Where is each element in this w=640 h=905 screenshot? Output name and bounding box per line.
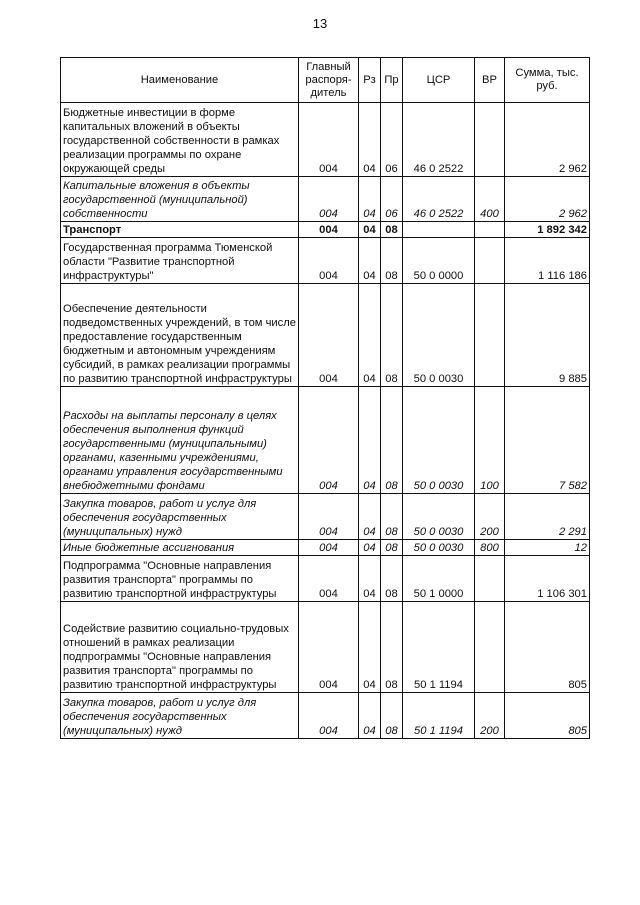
row-name: Бюджетные инвестиции в форме капитальных вложений в объекты государственной собственности в рамках реализации программы по охране окружающей среды bbox=[61, 103, 299, 177]
row-rz: 04 bbox=[359, 177, 381, 222]
table-row bbox=[61, 693, 590, 739]
row-vr bbox=[475, 222, 505, 238]
row-pr: 08 bbox=[381, 693, 403, 739]
table-row bbox=[61, 387, 590, 494]
row-name: Государственная программа Тюменской области "Развитие транспортной инфраструктуры" bbox=[61, 238, 299, 284]
row-rz: 04 bbox=[359, 556, 381, 602]
row-gr: 004 bbox=[299, 540, 359, 556]
row-csr: 46 0 2522 bbox=[403, 177, 475, 222]
row-gr: 004 bbox=[299, 222, 359, 238]
row-rz: 04 bbox=[359, 387, 381, 494]
row-vr: 200 bbox=[475, 494, 505, 540]
row-rz: 04 bbox=[359, 602, 381, 693]
header-pr: Пр bbox=[381, 58, 403, 103]
row-rz: 04 bbox=[359, 494, 381, 540]
row-csr: 46 0 2522 bbox=[403, 103, 475, 177]
row-vr bbox=[475, 556, 505, 602]
row-pr: 08 bbox=[381, 238, 403, 284]
row-gr: 004 bbox=[299, 556, 359, 602]
row-sum: 1 116 186 bbox=[505, 238, 590, 284]
row-name: Закупка товаров, работ и услуг для обеспечения государственных (муниципальных) нужд bbox=[61, 494, 299, 540]
row-gr: 004 bbox=[299, 177, 359, 222]
header-vr: ВР bbox=[475, 58, 505, 103]
header-sum: Сумма, тыс. руб. bbox=[505, 58, 590, 103]
row-sum: 2 962 bbox=[505, 103, 590, 177]
row-rz: 04 bbox=[359, 238, 381, 284]
row-name: Содействие развитию социально-трудовых отношений в рамках реализации подпрограммы "Основные направления развития транспорта" программы по развитию транспортной инфраструктуры bbox=[61, 602, 299, 693]
row-vr bbox=[475, 238, 505, 284]
row-gr: 004 bbox=[299, 494, 359, 540]
row-sum: 1 892 342 bbox=[505, 222, 590, 238]
row-vr: 800 bbox=[475, 540, 505, 556]
row-sum: 9 885 bbox=[505, 284, 590, 387]
table-row bbox=[61, 222, 590, 238]
header-rz: Рз bbox=[359, 58, 381, 103]
row-sum: 805 bbox=[505, 602, 590, 693]
row-csr: 50 1 1194 bbox=[403, 602, 475, 693]
row-pr: 08 bbox=[381, 556, 403, 602]
row-vr: 200 bbox=[475, 693, 505, 739]
row-name: Капитальные вложения в объекты государственной (муниципальной) собственности bbox=[61, 177, 299, 222]
row-gr: 004 bbox=[299, 284, 359, 387]
row-sum: 2 291 bbox=[505, 494, 590, 540]
row-name: Транспорт bbox=[61, 222, 299, 238]
row-rz: 04 bbox=[359, 540, 381, 556]
row-pr: 08 bbox=[381, 494, 403, 540]
table-row bbox=[61, 284, 590, 387]
row-rz: 04 bbox=[359, 693, 381, 739]
row-rz: 04 bbox=[359, 284, 381, 387]
header-csr: ЦСР bbox=[403, 58, 475, 103]
table-row bbox=[61, 177, 590, 222]
row-name: Обеспечение деятельности подведомственных учреждений, в том числе предоставление государственным бюджетным и автономным учреждениям субсидий, в рамках реализации программы по развитию транспортной инфраструктуры bbox=[61, 284, 299, 387]
row-name: Расходы на выплаты персоналу в целях обеспечения выполнения функций государственными (муниципальными) органами, казенными учреждениями, органами управления государственными внебюджетными фондами bbox=[61, 387, 299, 494]
row-vr: 100 bbox=[475, 387, 505, 494]
budget-table bbox=[60, 57, 590, 739]
row-gr: 004 bbox=[299, 238, 359, 284]
table-row bbox=[61, 540, 590, 556]
table-row bbox=[61, 103, 590, 177]
row-pr: 08 bbox=[381, 387, 403, 494]
row-sum: 1 106 301 bbox=[505, 556, 590, 602]
row-name: Иные бюджетные ассигнования bbox=[61, 540, 299, 556]
row-csr: 50 0 0030 bbox=[403, 284, 475, 387]
row-name: Подпрограмма "Основные направления развития транспорта" программы по развитию транспортной инфраструктуры bbox=[61, 556, 299, 602]
row-gr: 004 bbox=[299, 387, 359, 494]
row-rz: 04 bbox=[359, 103, 381, 177]
row-vr bbox=[475, 284, 505, 387]
row-vr bbox=[475, 103, 505, 177]
table-row bbox=[61, 556, 590, 602]
row-gr: 004 bbox=[299, 103, 359, 177]
row-pr: 06 bbox=[381, 103, 403, 177]
header-name: Наименование bbox=[61, 58, 299, 103]
row-rz: 04 bbox=[359, 222, 381, 238]
row-gr: 004 bbox=[299, 693, 359, 739]
row-sum: 12 bbox=[505, 540, 590, 556]
header-row bbox=[61, 58, 590, 103]
header-main-admin: Главный распоря-дитель bbox=[299, 58, 359, 103]
table-row bbox=[61, 494, 590, 540]
row-pr: 08 bbox=[381, 222, 403, 238]
row-pr: 08 bbox=[381, 284, 403, 387]
row-pr: 08 bbox=[381, 602, 403, 693]
row-csr: 50 1 0000 bbox=[403, 556, 475, 602]
row-vr bbox=[475, 602, 505, 693]
table-row bbox=[61, 238, 590, 284]
row-csr bbox=[403, 222, 475, 238]
row-csr: 50 0 0000 bbox=[403, 238, 475, 284]
row-sum: 2 962 bbox=[505, 177, 590, 222]
row-gr: 004 bbox=[299, 602, 359, 693]
table-row bbox=[61, 602, 590, 693]
row-csr: 50 0 0030 bbox=[403, 540, 475, 556]
page-number: 13 bbox=[312, 16, 328, 31]
row-csr: 50 0 0030 bbox=[403, 387, 475, 494]
row-sum: 7 582 bbox=[505, 387, 590, 494]
row-pr: 08 bbox=[381, 540, 403, 556]
row-name: Закупка товаров, работ и услуг для обеспечения государственных (муниципальных) нужд bbox=[61, 693, 299, 739]
row-csr: 50 1 1194 bbox=[403, 693, 475, 739]
row-pr: 06 bbox=[381, 177, 403, 222]
row-sum: 805 bbox=[505, 693, 590, 739]
row-vr: 400 bbox=[475, 177, 505, 222]
row-csr: 50 0 0030 bbox=[403, 494, 475, 540]
